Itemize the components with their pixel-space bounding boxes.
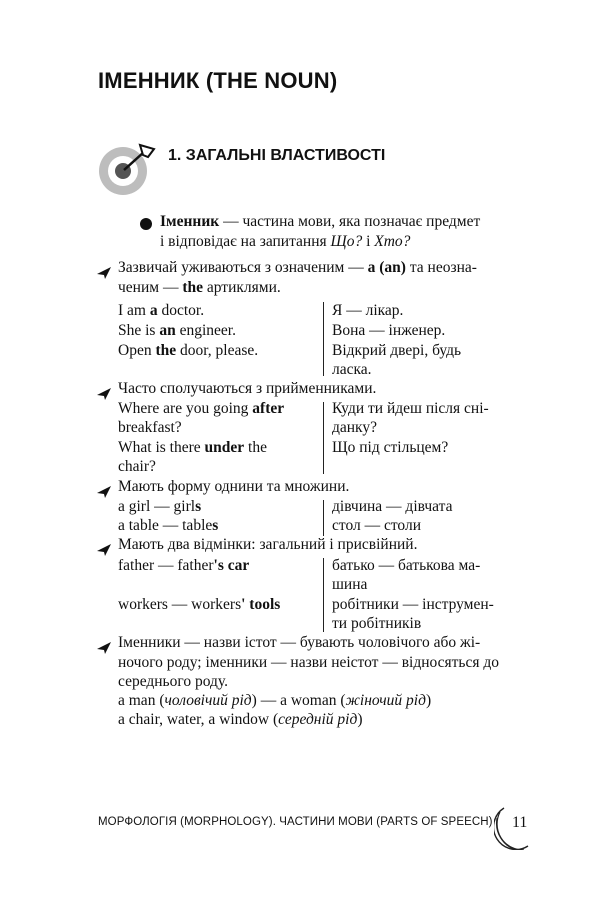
example-uk: Відкрий двері, будь — [332, 342, 462, 359]
example-uk: Куди ти йдеш після сні- — [332, 400, 489, 417]
example-text: workers — workers — [118, 596, 242, 613]
column-divider — [323, 500, 324, 536]
example-text: a man ( — [118, 692, 165, 709]
section-heading: 1. ЗАГАЛЬНІ ВЛАСТИВОСТІ — [168, 147, 386, 164]
example-uk: Я — лікар. — [332, 302, 404, 319]
running-footer: МОРФОЛОГІЯ (MORPHOLOGY). ЧАСТИНИ МОВИ (PARTS OF SPEECH) — [98, 816, 493, 828]
example-en — [118, 342, 258, 360]
example-bold: the — [155, 342, 177, 359]
example-text: Where are you going — [118, 400, 253, 417]
example-line — [118, 711, 363, 729]
example-en — [118, 439, 267, 457]
example-bold: s — [195, 498, 202, 515]
example-text: ) — [425, 692, 432, 709]
example-italic: середній рід — [278, 711, 358, 728]
definition-text: і відповідає на запитання — [160, 233, 331, 250]
example-italic: жіночий рід — [345, 692, 426, 709]
page-number: 11 — [512, 814, 528, 831]
example-text: doctor. — [157, 302, 205, 319]
example-italic: чоловічий рід — [164, 692, 252, 709]
pointer-arrow-icon — [96, 387, 112, 401]
rule-line: Часто сполучаються з прийменниками. — [118, 380, 377, 397]
example-text: I am — [118, 302, 150, 319]
rule-line: Мають два відмінки: загальний і присвійний. — [118, 536, 418, 553]
example-uk: данку? — [332, 419, 378, 436]
example-bold: an — [159, 322, 176, 339]
rule-text: Зазвичай уживаються з означеним — — [118, 259, 368, 276]
example-text: a girl — girl — [118, 498, 196, 515]
rule-line: Мають форму однини та множини. — [118, 478, 350, 495]
column-divider — [323, 302, 324, 376]
example-bold: 's car — [213, 557, 250, 574]
question-word: Хто? — [374, 233, 411, 250]
example-text: engineer. — [175, 322, 236, 339]
example-text: What is there — [118, 439, 205, 456]
example-uk: ти робітників — [332, 615, 422, 632]
rule-bold: a (an) — [367, 259, 406, 276]
example-bold: a — [149, 302, 158, 319]
definition — [160, 212, 540, 252]
example-uk: батько — батькова ма- — [332, 557, 481, 574]
column-divider — [323, 558, 324, 632]
example-en — [118, 517, 218, 535]
rule-text: артиклями. — [203, 279, 281, 296]
rule-text: ченим — — [118, 279, 183, 296]
example-en — [118, 400, 284, 418]
rule-line: ночого роду; іменники — назви неістот — відносяться до — [118, 654, 500, 671]
example-uk: шина — [332, 576, 368, 593]
pointer-arrow-icon — [96, 266, 112, 280]
example-text: ) — [357, 711, 363, 728]
rule-text: та неозна- — [405, 259, 477, 276]
example-uk: Вона — інженер. — [332, 322, 446, 339]
example-bold: after — [252, 400, 285, 417]
example-uk: Що під стільцем? — [332, 439, 449, 456]
example-text: door, please. — [176, 342, 259, 359]
example-uk: робітники — інструмен- — [332, 596, 494, 613]
example-en — [118, 557, 249, 575]
example-en: breakfast? — [118, 419, 182, 436]
pointer-arrow-icon — [96, 485, 112, 499]
definition-text: — частина мови, яка позначає предмет — [219, 213, 481, 230]
example-en — [118, 302, 204, 320]
rule-line — [118, 259, 477, 277]
pointer-arrow-icon — [96, 543, 112, 557]
rule-bold: the — [182, 279, 203, 296]
rule-line: середнього роду. — [118, 673, 228, 690]
rule-line — [118, 279, 281, 297]
example-bold: ' tools — [241, 596, 281, 613]
definition-text: і — [362, 233, 375, 250]
target-icon — [96, 139, 156, 197]
example-line — [118, 692, 431, 710]
definition-term: Іменник — [160, 213, 220, 230]
column-divider — [323, 402, 324, 474]
example-bold: s — [212, 517, 219, 534]
example-uk: дівчина — дівчата — [332, 498, 453, 515]
example-text: a chair, water, a window ( — [118, 711, 279, 728]
rule-line: Іменники — назви істот — бувають чоловічого або жі- — [118, 634, 481, 651]
page-title: ІМЕННИК (THE NOUN) — [98, 68, 338, 93]
example-bold: under — [204, 439, 245, 456]
example-text: ) — a woman ( — [251, 692, 346, 709]
pointer-arrow-icon — [96, 641, 112, 655]
bullet-dot — [140, 218, 152, 230]
example-en — [118, 596, 280, 614]
example-text: Open — [118, 342, 156, 359]
example-text: the — [244, 439, 267, 456]
question-word: Що? — [330, 233, 363, 250]
example-en: chair? — [118, 458, 156, 475]
example-text: She is — [118, 322, 160, 339]
example-uk: стол — столи — [332, 517, 422, 534]
example-en — [118, 322, 236, 340]
example-text: father — father — [118, 557, 214, 574]
example-uk: ласка. — [332, 361, 372, 378]
example-en — [118, 498, 201, 516]
example-text: a table — table — [118, 517, 213, 534]
